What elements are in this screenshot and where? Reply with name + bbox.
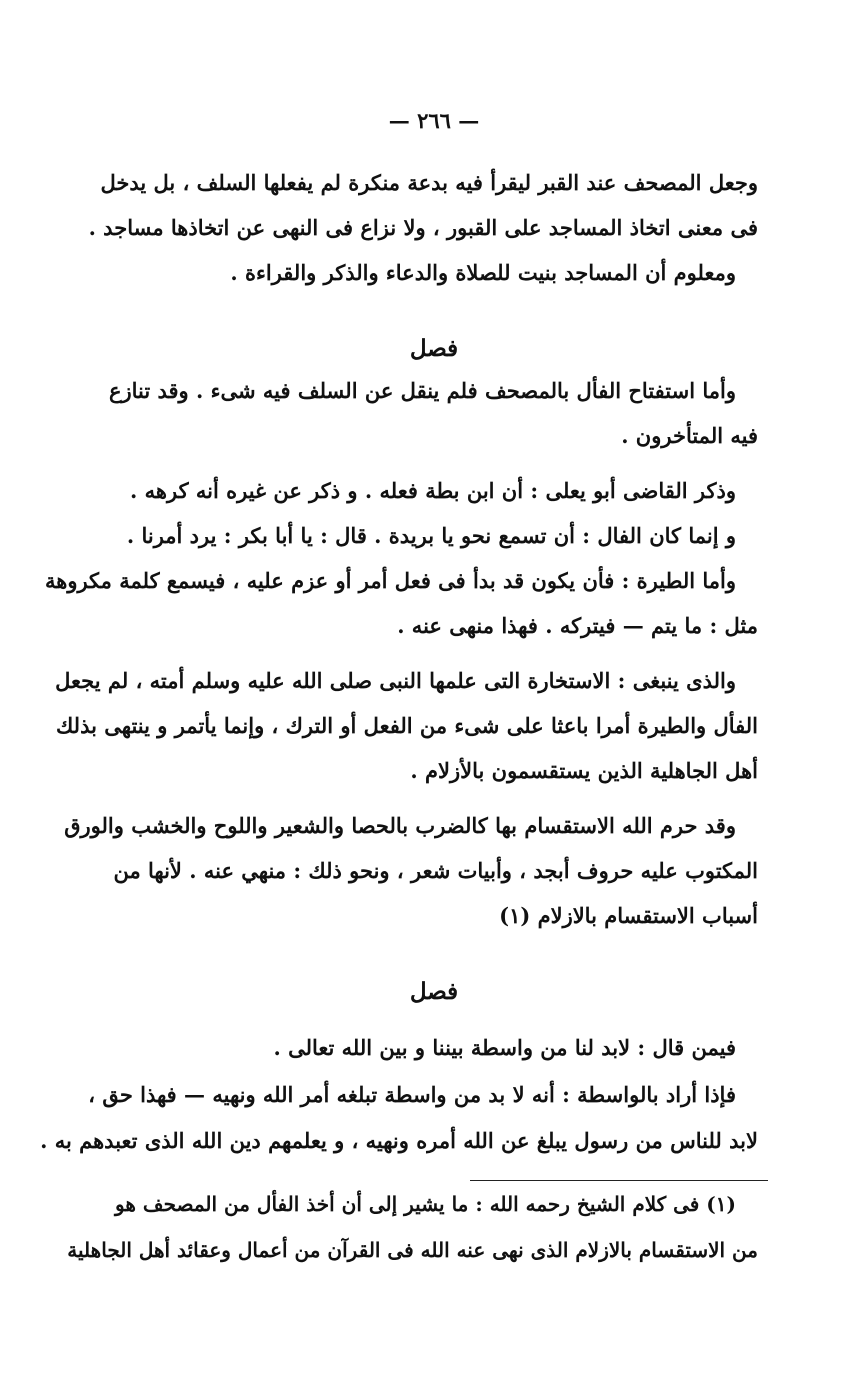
text-line: وجعل المصحف عند القبر ليقرأ فيه بدعة منكرة لم يفعلها السلف ، بل يدخل (100, 170, 758, 195)
text-line: وأما استفتاح الفأل بالمصحف فلم ينقل عن السلف فيه شىء . وقد تنازع (108, 378, 736, 403)
section-heading: فصل (409, 978, 459, 1005)
text-line: والذى ينبغى : الاستخارة التى علمها النبى صلى الله عليه وسلم أمته ، لم يجعل (55, 668, 736, 693)
text-line: لابد للناس من رسول يبلغ عن الله أمره ونهيه ، و يعلمهم دين الله الذى تعبدهم به . (40, 1128, 758, 1153)
text-line: وذكر القاضى أبو يعلى : أن ابن بطة فعله . و ذكر عن غيره أنه كرهه . (130, 478, 736, 503)
text-line: و إنما كان الفال : أن تسمع نحو يا بريدة . قال : يا أبا بكر : يرد أمرنا . (126, 523, 736, 548)
text-line: أهل الجاهلية الذين يستقسمون بالأزلام . (410, 758, 758, 783)
text-line: وأما الطيرة : فأن يكون قد بدأ فى فعل أمر أو عزم عليه ، فيسمع كلمة مكروهة (45, 568, 736, 593)
text-line: فيه المتأخرون . (621, 423, 758, 448)
text-line: فيمن قال : لابد لنا من واسطة بيننا و بين الله تعالى . (273, 1035, 736, 1060)
text-line: الفأل والطيرة أمرا باعثا على شىء من الفعل أو الترك ، وإنما يأتمر و ينتهى بذلك (55, 713, 758, 738)
text-line: فإذا أراد بالواسطة : أنه لا بد من واسطة تبلغه أمر الله ونهيه — فهذا حق ، (88, 1082, 736, 1107)
text-line: فى معنى اتخاذ المساجد على القبور ، ولا نزاع فى النهى عن اتخاذها مساجد . (88, 215, 758, 240)
footnote-line: (١) فى كلام الشيخ رحمه الله : ما يشير إلى أن أخذ الفأل من المصحف هو (115, 1192, 736, 1216)
page-number: — ٢٦٦ — (388, 108, 480, 133)
text-line: ومعلوم أن المساجد بنيت للصلاة والدعاء والذكر والقراءة . (230, 260, 736, 285)
text-line: مثل : ما يتم — فيتركه . فهذا منهى عنه . (397, 613, 758, 638)
footnote-divider (470, 1180, 768, 1181)
text-line: وقد حرم الله الاستقسام بها كالضرب بالحصا والشعير واللوح والخشب والورق (64, 813, 736, 838)
footnote-line: من الاستقسام بالازلام الذى نهى عنه الله فى القرآن من أعمال وعقائد أهل الجاهلية (67, 1238, 758, 1262)
text-line: المكتوب عليه حروف أبجد ، وأبيات شعر ، ونحو ذلك : منهي عنه . لأنها من (113, 858, 758, 883)
text-line: أسباب الاستقسام بالازلام (١) (499, 903, 758, 928)
section-heading: فصل (409, 335, 459, 362)
